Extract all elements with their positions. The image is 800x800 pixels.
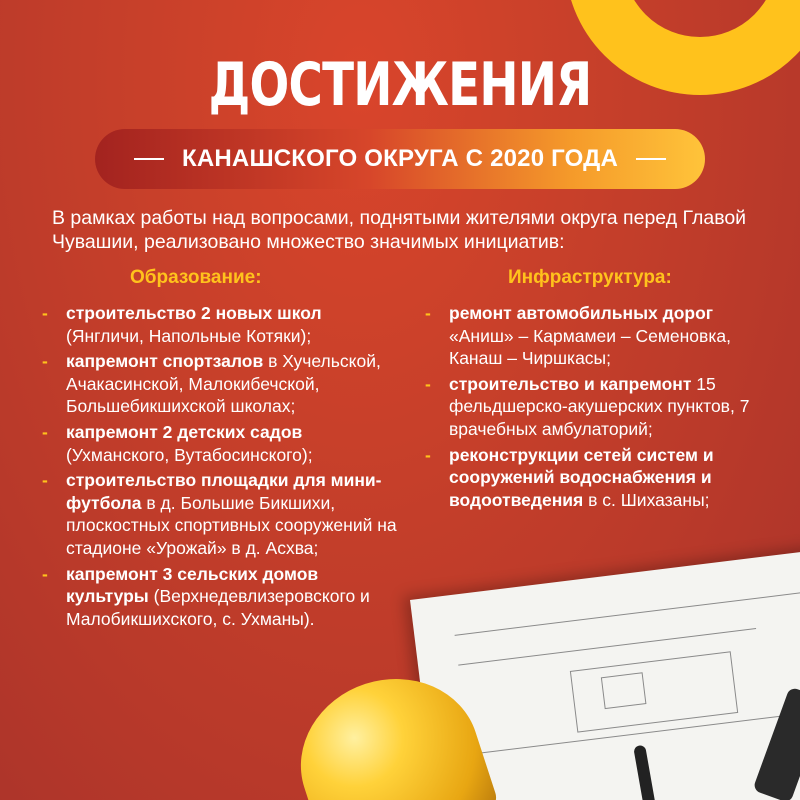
banner-text: КАНАШСКОГО ОКРУГА С 2020 ГОДА (182, 145, 618, 172)
education-list (42, 302, 402, 633)
list-item: - ремонт автомобильных дорог «Аниш» – Кармамеи – Семеновка, Канаш – Чиршкасы; (425, 302, 780, 370)
list-item: - капремонт 2 детских садов (Ухманского, Вутабосинского); (42, 421, 402, 466)
list-item: - реконструкции сетей систем и сооружений водоснабжения и водоотведения в с. Шихазаны; (425, 444, 780, 512)
list-item: - капремонт 3 сельских домов культуры (Верхнедевлизеровского и Малобикшихского, с. Ухманы). (42, 563, 402, 631)
infrastructure-list (425, 302, 780, 514)
list-item: - строительство 2 новых школ (Янгличи, Напольные Котяки); (42, 302, 402, 347)
list-item: - строительство площадки для мини-футбола в д. Большие Бикшихи, плоскостных спортивных сооружений на стадионе «Урожай» в д. Асхва; (42, 469, 402, 559)
infrastructure-heading: Инфраструктура: (508, 267, 672, 288)
education-heading: Образование: (130, 267, 262, 288)
banner-dash-left (134, 158, 164, 160)
intro-text: В рамках работы над вопросами, поднятыми жителями округа перед Главой Чувашии, реализовано множество значимых инициатив: (52, 207, 747, 253)
page-title: ДОСТИЖЕНИЯ (208, 50, 592, 120)
list-item: - строительство и капремонт 15 фельдшерско-акушерских пунктов, 7 врачебных амбулаторий; (425, 373, 780, 441)
subtitle-banner (95, 129, 705, 189)
banner-dash-right (636, 158, 666, 160)
list-item: - капремонт спортзалов в Хучельской, Ачакасинской, Малокибечской, Большебикшихской школах; (42, 350, 402, 418)
